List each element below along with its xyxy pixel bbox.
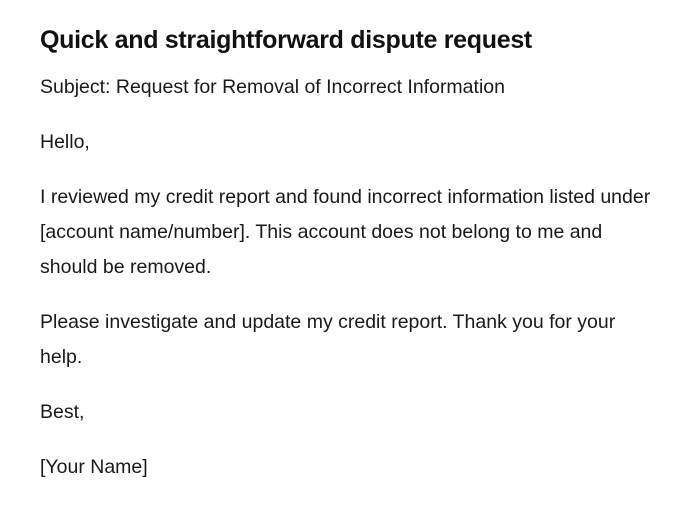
body-paragraph-1: I reviewed my credit report and found incorrect information listed under [account name/number]. This account does not belong to me and should be removed.	[40, 186, 651, 278]
page-title: Quick and straightforward dispute request	[40, 26, 532, 54]
body-paragraph-2: Please investigate and update my credit report. Thank you for your help.	[40, 311, 616, 368]
greeting: Hello,	[40, 131, 90, 153]
subject-line: Subject: Request for Removal of Incorrect Information	[40, 76, 505, 98]
signature-placeholder: [Your Name]	[40, 456, 148, 478]
dispute-letter	[40, 22, 660, 505]
closing: Best,	[40, 401, 85, 423]
